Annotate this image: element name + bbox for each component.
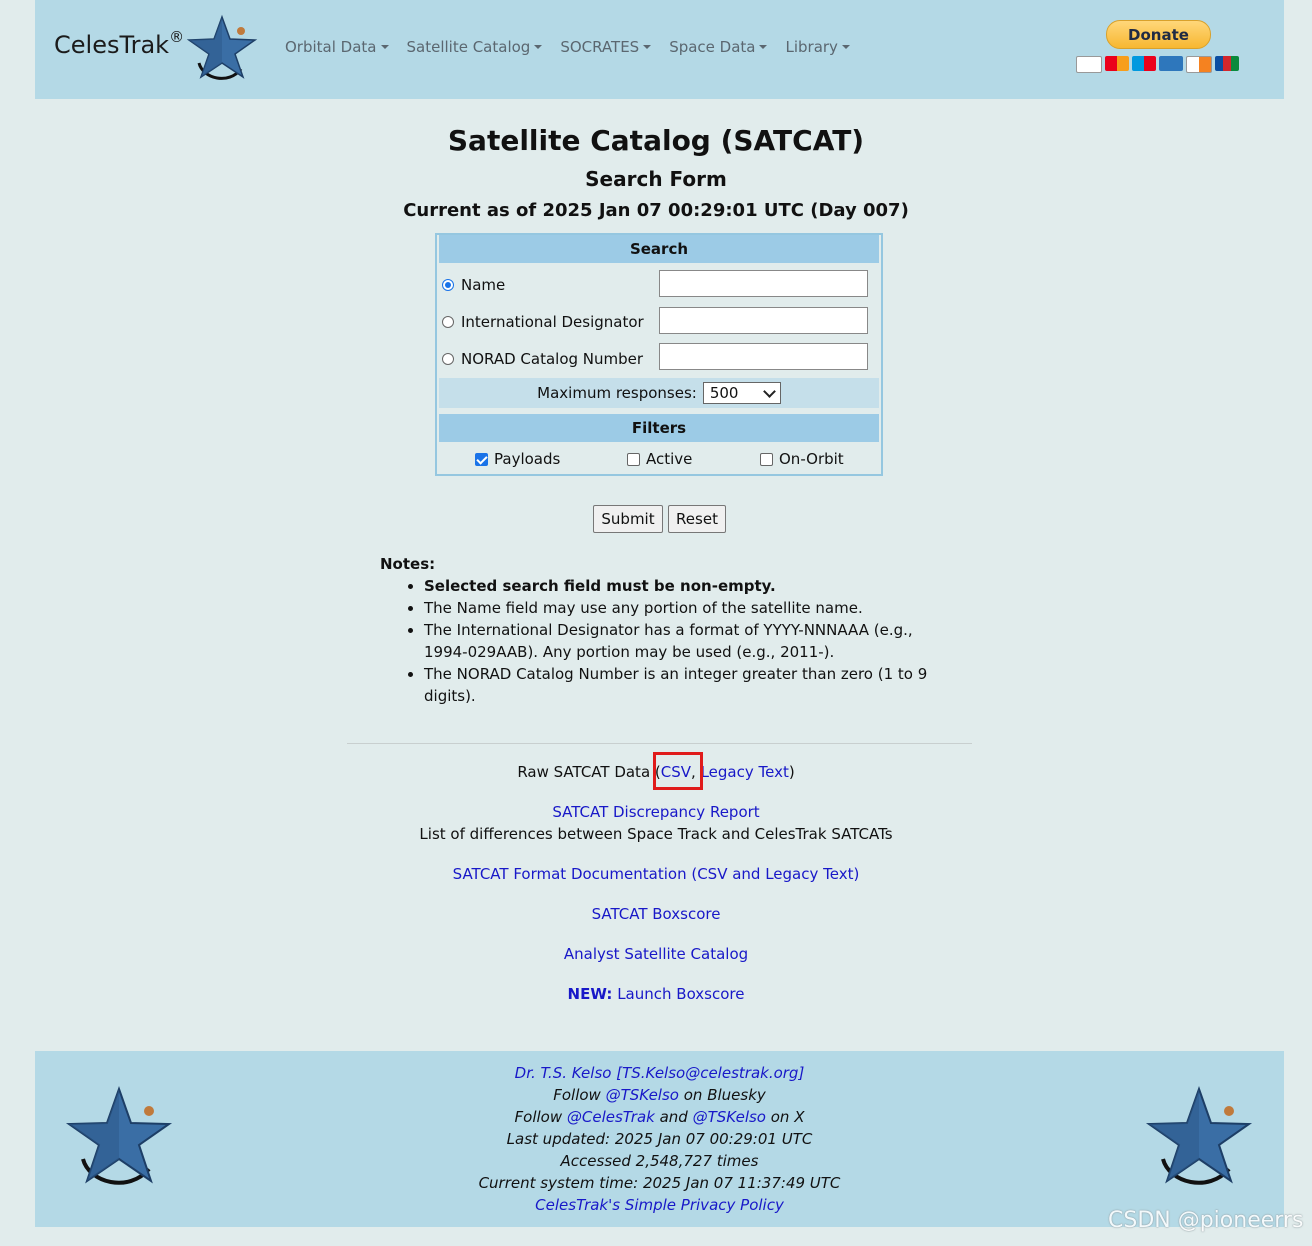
name-radio-option[interactable] xyxy=(442,276,505,294)
name-radio-label: Name xyxy=(461,276,506,294)
analyst-catalog-link[interactable]: Analyst Satellite Catalog xyxy=(563,945,749,963)
celestrak-star-logo-icon[interactable] xyxy=(185,13,259,83)
divider xyxy=(347,743,972,744)
chevron-down-icon xyxy=(763,385,776,398)
discrepancy-report-row xyxy=(0,803,1312,821)
caret-down-icon xyxy=(842,45,850,49)
access-count: Accessed 2,548,727 times xyxy=(560,1152,759,1170)
payment-cards xyxy=(1076,56,1239,73)
intl-designator-label: International Designator xyxy=(461,313,644,331)
on-orbit-label: On-Orbit xyxy=(779,450,844,468)
note-item: • The Name field may use any portion of the satellite name. xyxy=(424,597,940,619)
page-subtitle: Search Form xyxy=(585,167,727,191)
filter-on-orbit[interactable] xyxy=(760,450,844,468)
caret-down-icon xyxy=(643,45,651,49)
format-doc-row xyxy=(0,865,1312,883)
last-updated: Last updated: 2025 Jan 07 00:29:01 UTC xyxy=(506,1130,813,1148)
csv-link[interactable]: CSV xyxy=(660,763,692,781)
boxscore-row xyxy=(0,905,1312,923)
current-as-of: Current as of 2025 Jan 07 00:29:01 UTC (Day 007) xyxy=(403,200,909,221)
celestrak-x-link[interactable]: @CelesTrak xyxy=(566,1108,655,1126)
text: and xyxy=(654,1108,693,1126)
intl-designator-input[interactable] xyxy=(659,307,868,334)
text: on Bluesky xyxy=(678,1086,766,1104)
notes-list xyxy=(380,575,940,707)
name-input[interactable] xyxy=(659,270,868,297)
legacy-text-link[interactable]: Legacy Text xyxy=(700,763,789,781)
new-badge: NEW: xyxy=(567,985,613,1003)
nav-label: Orbital Data xyxy=(285,38,377,56)
text: Follow xyxy=(553,1086,606,1104)
payloads-checkbox[interactable] xyxy=(475,453,488,466)
mastercard-icon xyxy=(1105,56,1129,71)
max-responses-label: Maximum responses: xyxy=(537,384,697,402)
main-nav xyxy=(285,38,868,56)
nav-label: SOCRATES xyxy=(560,38,640,56)
text: Follow xyxy=(514,1108,567,1126)
brand-text: CelesTrak xyxy=(54,31,170,59)
norad-label: NORAD Catalog Number xyxy=(461,350,644,368)
text: on X xyxy=(765,1108,805,1126)
launch-boxscore-row xyxy=(0,985,1312,1003)
analyst-catalog-row xyxy=(0,945,1312,963)
norad-radio-option[interactable] xyxy=(442,350,643,368)
brand-name[interactable] xyxy=(54,30,184,59)
max-responses-row xyxy=(439,378,879,408)
search-form xyxy=(435,233,883,476)
page-title: Satellite Catalog (SATCAT) xyxy=(447,124,865,157)
launch-boxscore-link[interactable]: Launch Boxscore xyxy=(617,985,745,1003)
celestrak-star-logo-icon xyxy=(1143,1083,1255,1191)
nav-satellite-catalog[interactable] xyxy=(407,38,543,56)
note-item: • The NORAD Catalog Number is an integer greater than zero (1 to 9 digits). xyxy=(424,663,940,707)
separator: , xyxy=(691,763,701,781)
caret-down-icon xyxy=(534,45,542,49)
active-checkbox[interactable] xyxy=(627,453,640,466)
max-responses-value: 500 xyxy=(709,384,739,402)
footer xyxy=(35,1051,1284,1227)
visa-card-icon xyxy=(1076,56,1102,73)
filter-active[interactable] xyxy=(627,450,692,468)
reset-button[interactable]: Reset xyxy=(668,505,726,533)
bluesky-line xyxy=(35,1084,1284,1106)
maestro-card-icon xyxy=(1132,56,1156,71)
submit-button[interactable]: Submit xyxy=(593,505,663,533)
nav-orbital-data[interactable] xyxy=(285,38,389,56)
nav-label: Space Data xyxy=(669,38,756,56)
search-section-heading: Search xyxy=(439,235,879,263)
norad-input[interactable] xyxy=(659,343,868,370)
system-time: Current system time: 2025 Jan 07 11:37:49 UTC xyxy=(478,1174,841,1192)
notes-section xyxy=(380,553,940,707)
bluesky-handle-link[interactable]: @TSKelso xyxy=(605,1086,679,1104)
watermark: CSDN @pioneerrs xyxy=(1108,1208,1304,1233)
top-navbar xyxy=(35,0,1284,99)
csv-highlight-box xyxy=(653,752,703,790)
raw-satcat-label: Raw SATCAT Data ( xyxy=(517,763,661,781)
max-responses-select[interactable] xyxy=(703,382,781,404)
caret-down-icon xyxy=(759,45,767,49)
close-paren: ) xyxy=(788,763,795,781)
format-doc-link[interactable]: SATCAT Format Documentation (CSV and Legacy Text) xyxy=(452,865,860,883)
active-label: Active xyxy=(646,450,693,468)
intl-designator-radio[interactable] xyxy=(442,316,454,328)
x-line xyxy=(35,1106,1284,1128)
donate-button[interactable]: Donate xyxy=(1106,20,1211,49)
payloads-label: Payloads xyxy=(494,450,561,468)
note-item: • The International Designator has a format of YYYY-NNNAAA (e.g., 1994-029AAB). Any portion may be used (e.g., 2011-). xyxy=(424,619,940,663)
nav-socrates[interactable] xyxy=(560,38,651,56)
on-orbit-checkbox[interactable] xyxy=(760,453,773,466)
discrepancy-report-link[interactable]: SATCAT Discrepancy Report xyxy=(552,803,760,821)
nav-label: Satellite Catalog xyxy=(406,38,531,56)
privacy-policy-link[interactable]: CelesTrak's Simple Privacy Policy xyxy=(535,1196,784,1214)
jcb-card-icon xyxy=(1215,56,1239,71)
footer-info xyxy=(35,1062,1284,1216)
filter-payloads[interactable] xyxy=(475,450,560,468)
norad-radio[interactable] xyxy=(442,353,454,365)
discrepancy-report-description: List of differences between Space Track and CelesTrak SATCATs xyxy=(419,825,893,843)
intl-designator-radio-option[interactable] xyxy=(442,313,644,331)
filters-section-heading: Filters xyxy=(439,414,879,442)
satcat-boxscore-link[interactable]: SATCAT Boxscore xyxy=(591,905,721,923)
notes-title: Notes: xyxy=(380,555,436,573)
author-email-link[interactable]: Dr. T.S. Kelso [TS.Kelso@celestrak.org] xyxy=(514,1064,805,1082)
nav-library[interactable] xyxy=(785,38,849,56)
registered-mark: ® xyxy=(169,28,185,46)
tskelso-x-link[interactable]: @TSKelso xyxy=(692,1108,766,1126)
note-item: • Selected search field must be non-empty. xyxy=(424,575,940,597)
caret-down-icon xyxy=(381,45,389,49)
discover-card-icon xyxy=(1186,56,1212,73)
nav-label: Library xyxy=(785,38,838,56)
amex-card-icon xyxy=(1159,56,1183,71)
nav-space-data[interactable] xyxy=(669,38,767,56)
name-radio[interactable] xyxy=(442,279,454,291)
